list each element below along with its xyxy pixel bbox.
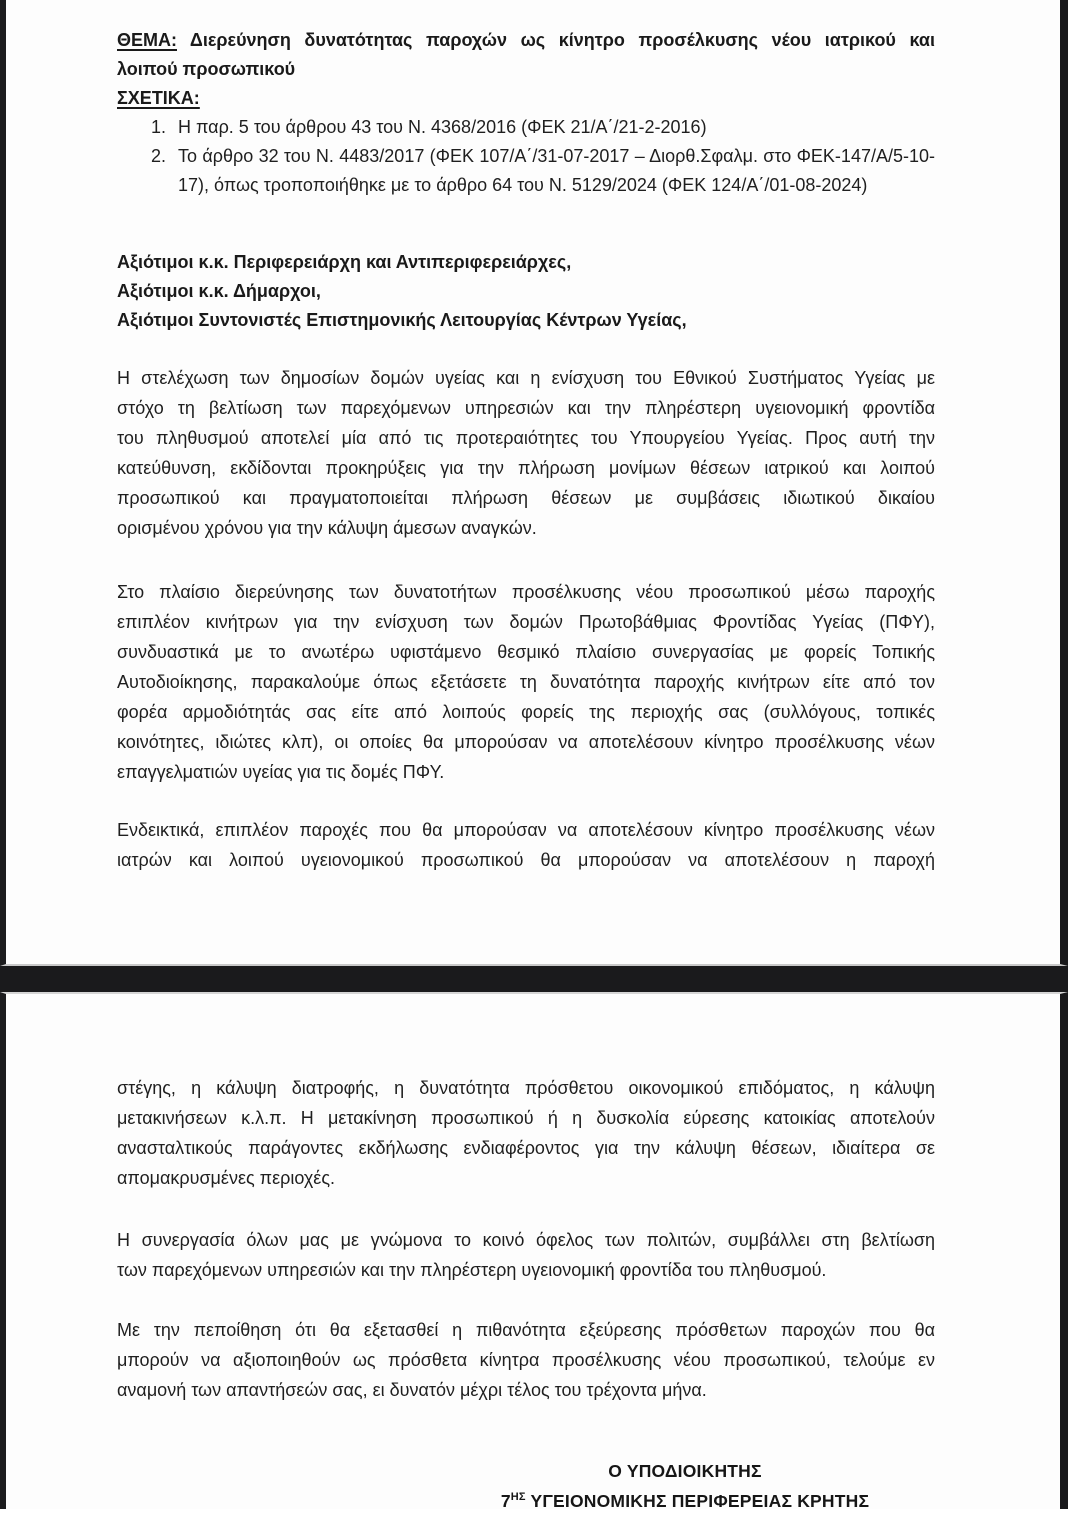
body-line: συνδυαστικά με το ανωτέρω υφιστάμενο θεσμικό πλαίσιο συνεργασίας με φορείς Τοπικής <box>117 642 935 662</box>
salutation-line: Αξιότιμοι κ.κ. Περιφερειάρχη και Αντιπεριφερειάρχες, <box>117 252 572 272</box>
page-divider-band <box>0 966 1068 992</box>
reference-number: 2. <box>151 146 167 166</box>
body-line: Αυτοδιοίκησης, παρακαλούμε όπως εξετάσετε τη δυνατότητα παροχής κινήτρων είτε από τον <box>117 672 935 692</box>
body-line: κατεύθυνση, εκδίδονται προκηρύξεις για την πλήρωση μονίμων θέσεων ιατρικού και λοιπού <box>117 458 935 478</box>
body-line: ανασταλτικούς παράγοντες εκδήλωσης ενδιαφέροντος για την κάλυψη θέσεων, ιδιαίτερα σε <box>117 1138 935 1158</box>
paragraph-cooperation <box>117 1225 935 1285</box>
body-line: ιατρών και λοιπού υγειονομικού προσωπικού θα μπορούσαν να αποτελέσουν η παροχή <box>117 850 935 870</box>
signatory-title: Ο ΥΠΟΔΙΟΙΚΗΤΗΣ <box>608 1461 762 1481</box>
signatory-organization: $7^{H\Sigma}$ ΥΓΕΙΟΝΟΜΙΚΗΣ ΠΕΡΙΦΕΡΕΙΑΣ ΚΡΗΤΗΣ <box>500 1491 870 1511</box>
salutation-line: Αξιότιμοι κ.κ. Δήμαρχοι, <box>117 281 321 301</box>
reference-item-2 <box>117 142 935 200</box>
page-2-content <box>6 994 1060 1516</box>
salutation-line: Αξιότιμοι Συντονιστές Επιστημονικής Λειτουργίας Κέντρων Υγείας, <box>117 310 687 330</box>
paragraph-examples-start <box>117 815 935 875</box>
body-line: ορισμένου χρόνου για την κάλυψη άμεσων αναγκών. <box>117 518 537 538</box>
paragraph-staffing <box>117 363 935 543</box>
subject-line-2: λοιπού προσωπικού <box>117 59 296 79</box>
body-line: προσωπικού και πραγματοποιείται πλήρωση θέσεων με συμβάσεις ιδιωτικού δικαίου <box>117 488 935 508</box>
related-label: ΣΧΕΤΙΚΑ: <box>117 88 200 108</box>
paragraph-incentives-request <box>117 577 935 787</box>
subject-line-1 <box>117 26 935 55</box>
subject-block <box>117 26 935 84</box>
body-line: φορέα αρμοδιότητάς σας είτε από λοιπούς φορείς της περιοχής σας (συλλόγους, τοπικές <box>117 702 935 722</box>
body-line: των παρεχόμενων υπηρεσιών και την πληρέστερη υγειονομική φροντίδα του πληθυσμού. <box>117 1260 827 1280</box>
body-line: Η στελέχωση των δημοσίων δομών υγείας και η ενίσχυση του Εθνικού Συστήματος Υγείας με <box>117 368 935 388</box>
body-line: στέγης, η κάλυψη διατροφής, η δυνατότητα πρόσθετου οικονομικού επιδόματος, η κάλυψη <box>117 1078 935 1098</box>
body-line: Στο πλαίσιο διερεύνησης των δυνατοτήτων προσέλκυσης νέου προσωπικού μέσω παροχής <box>117 582 935 602</box>
reference-line: Η παρ. 5 του άρθρου 43 του Ν. 4368/2016 (ΦΕΚ 21/Α΄/21-2-2016) <box>178 117 707 137</box>
reference-number: 1. <box>151 117 167 137</box>
body-line: Με την πεποίθηση ότι θα εξετασθεί η πιθανότητα εξεύρεσης πρόσθετων παροχών που θα <box>117 1320 935 1340</box>
subject-label: ΘΕΜΑ: <box>117 30 177 50</box>
body-line: κοινότητες, ιδιώτες κλπ), οι οποίες θα μπορούσαν να αποτελέσουν κίνητρο προσέλκυσης νέων <box>117 732 935 752</box>
body-line: Η συνεργασία όλων μας με γνώμονα το κοινό όφελος των πολιτών, συμβάλλει στη βελτίωση <box>117 1230 935 1250</box>
reference-line: Το άρθρο 32 του Ν. 4483/2017 (ΦΕΚ 107/Α΄/31-07-2017 – Διορθ.Σφαλμ. στο ΦΕΚ-147/Α/5-10- <box>178 146 935 166</box>
reference-list <box>117 113 935 200</box>
body-line: επαγγελματιών υγείας για τις δομές ΠΦΥ. <box>117 762 445 782</box>
subject-text: Διερεύνηση δυνατότητας παροχών ως κίνητρο προσέλκυσης νέου ιατρικού και <box>189 30 935 50</box>
ordinal-superscript: ΗΣ <box>510 1491 526 1504</box>
body-line: του πληθυσμού αποτελεί μία από τις προτεραιότητες του Υπουργείου Υγείας. Προς αυτή την <box>117 428 935 448</box>
body-line: μετακινήσεων κ.λ.π. Η μετακίνηση προσωπικού ή η δυσκολία εύρεσης κατοικίας αποτελούν <box>117 1108 935 1128</box>
paragraph-closing <box>117 1315 935 1405</box>
letter-page-2 <box>0 992 1068 1509</box>
body-line: αναμονή των απαντήσεών σας, ει δυνατόν μέχρι τέλος του τρέχοντα μήνα. <box>117 1380 707 1400</box>
page-1-content <box>6 0 1060 875</box>
body-line: μπορούν να αξιοποιηθούν ως πρόσθετα κίνητρα προσέλκυσης νέου προσωπικού, τελούμε εν <box>117 1350 935 1370</box>
reference-item-1 <box>117 113 935 142</box>
paragraph-examples-continued <box>117 1073 935 1193</box>
body-line: επιπλέον κινήτρων για την ενίσχυση των δομών Πρωτοβάθμιας Φροντίδας Υγείας (ΠΦΥ), <box>117 612 935 632</box>
signature-block <box>435 1456 935 1516</box>
body-line: στόχο τη βελτίωση των παρεχόμενων υπηρεσιών και την πληρέστερη υγειονομική φροντίδα <box>117 398 935 418</box>
reference-line: 17), όπως τροποποιήθηκε με το άρθρο 64 του Ν. 5129/2024 (ΦΕΚ 124/Α΄/01-08-2024) <box>178 175 868 195</box>
body-line: Ενδεικτικά, επιπλέον παροχές που θα μπορούσαν να αποτελέσουν κίνητρο προσέλκυσης νέων <box>117 820 935 840</box>
salutation-block <box>117 248 935 335</box>
body-line: απομακρυσμένες περιοχές. <box>117 1168 336 1188</box>
